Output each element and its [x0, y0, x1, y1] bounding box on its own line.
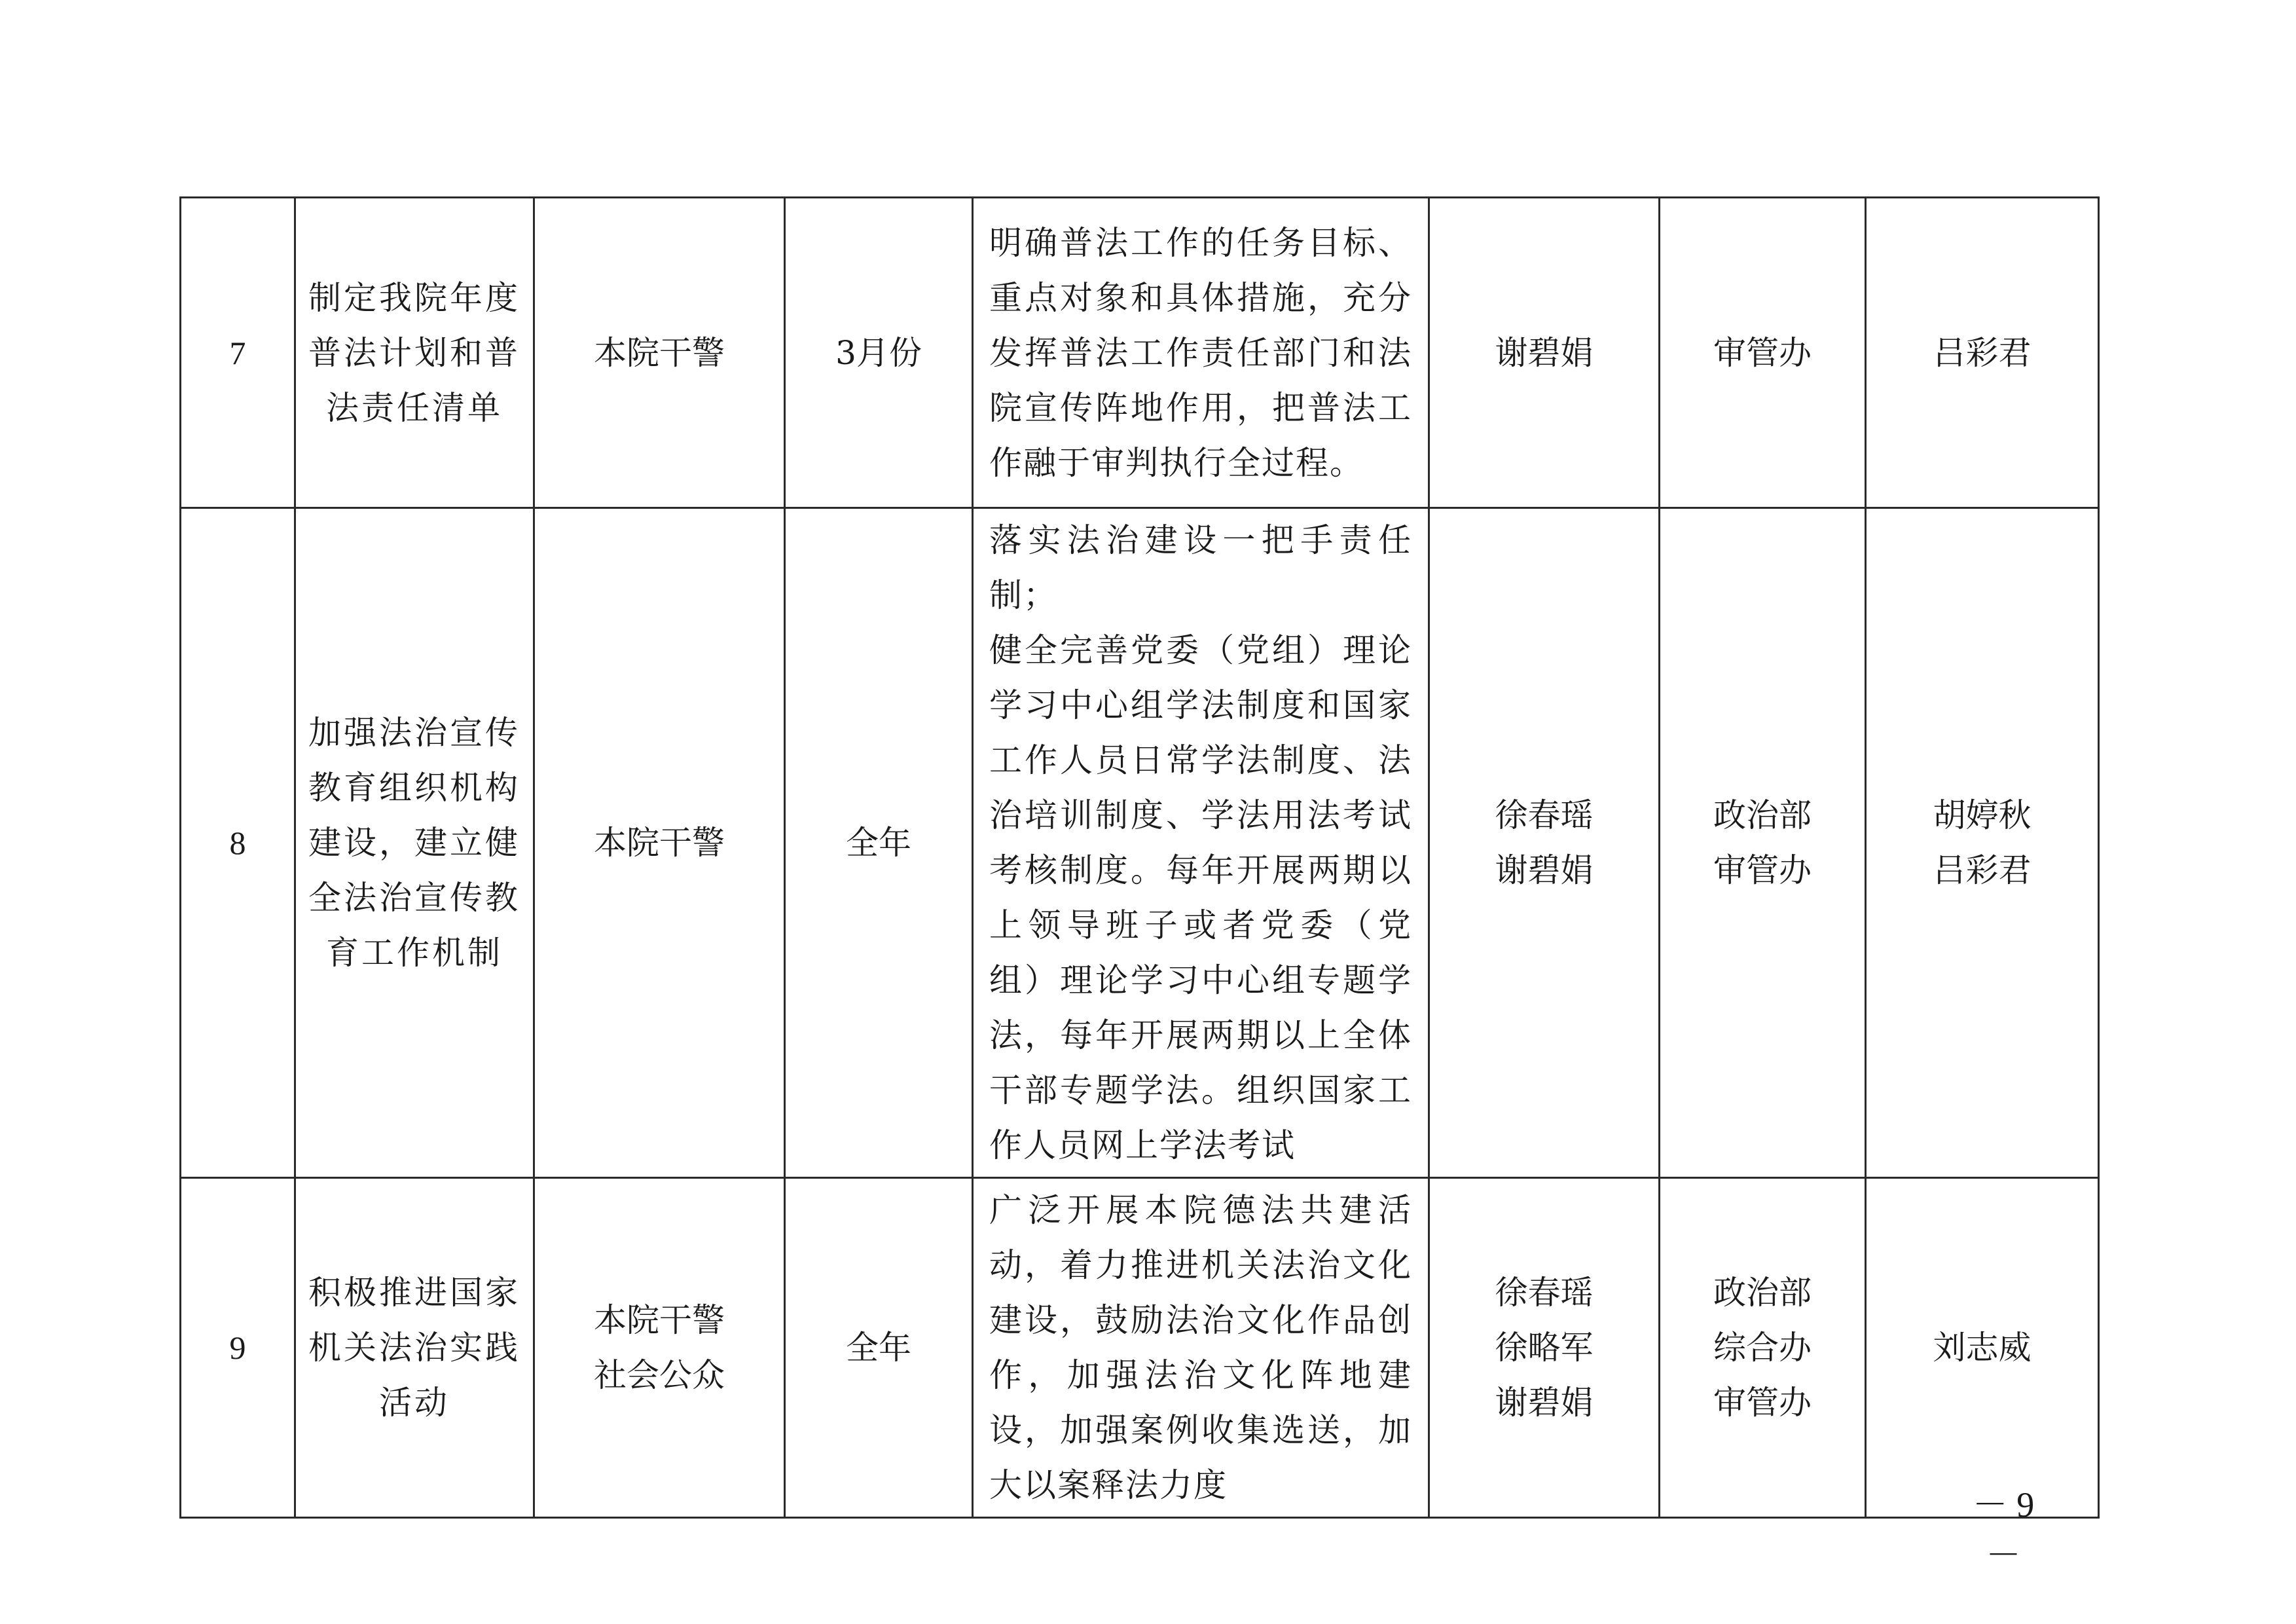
time-period: 全年: [785, 1178, 973, 1518]
responsible-leader: 刘志威: [1866, 1178, 2099, 1518]
time-period: 3月份: [785, 198, 973, 508]
target-audience: 本院干警 社会公众: [534, 1178, 785, 1518]
responsible-person: 徐春瑶 谢碧娟: [1429, 508, 1660, 1178]
task-name: 制定我院年度 普法计划和普 法责任清单: [295, 198, 534, 508]
task-content: 广泛开展本院德法共建活动，着力推进机关法治文化建设，鼓励法治文化作品创作，加强法治文化阵地建设，加强案例收集选送，加大以案释法力度: [973, 1178, 1429, 1518]
responsible-department: 政治部 审管办: [1660, 508, 1866, 1178]
table-row: [181, 198, 2099, 508]
responsible-leader: 胡婷秋 吕彩君: [1866, 508, 2099, 1178]
responsible-department: 政治部 综合办 审管办: [1660, 1178, 1866, 1518]
row-number: 7: [181, 198, 295, 508]
table-row: [181, 1178, 2099, 1518]
task-content: 明确普法工作的任务目标、重点对象和具体措施，充分发挥普法工作责任部门和法院宣传阵地作用，把普法工作融于审判执行全过程。: [973, 198, 1429, 508]
target-audience: 本院干警: [534, 508, 785, 1178]
table-row: [181, 508, 2099, 1178]
responsible-person: 徐春瑶 徐略军 谢碧娟: [1429, 1178, 1660, 1518]
row-number: 9: [181, 1178, 295, 1518]
task-content: 落实法治建设一把手责任制； 健全完善党委（党组）理论学习中心组学法制度和国家工作人员日常学法制度、法治培训制度、学法用法考试考核制度。每年开展两期以上领导班子或者党委（党组）理论学习中心组专题学法，每年开展两期以上全体干部专题学法。组织国家工作人员网上学法考试: [973, 508, 1429, 1178]
task-name: 加强法治宣传 教育组织机构 建设，建立健 全法治宣传教 育工作机制: [295, 508, 534, 1178]
responsible-person: 谢碧娟: [1429, 198, 1660, 508]
responsible-leader: 吕彩君: [1866, 198, 2099, 508]
responsible-department: 审管办: [1660, 198, 1866, 508]
task-name: 积极推进国家 机关法治实践 活动: [295, 1178, 534, 1518]
row-number: 8: [181, 508, 295, 1178]
plan-table: [179, 196, 2100, 1519]
page-number: － 9 －: [1972, 1485, 2035, 1575]
target-audience: 本院干警: [534, 198, 785, 508]
time-period: 全年: [785, 508, 973, 1178]
